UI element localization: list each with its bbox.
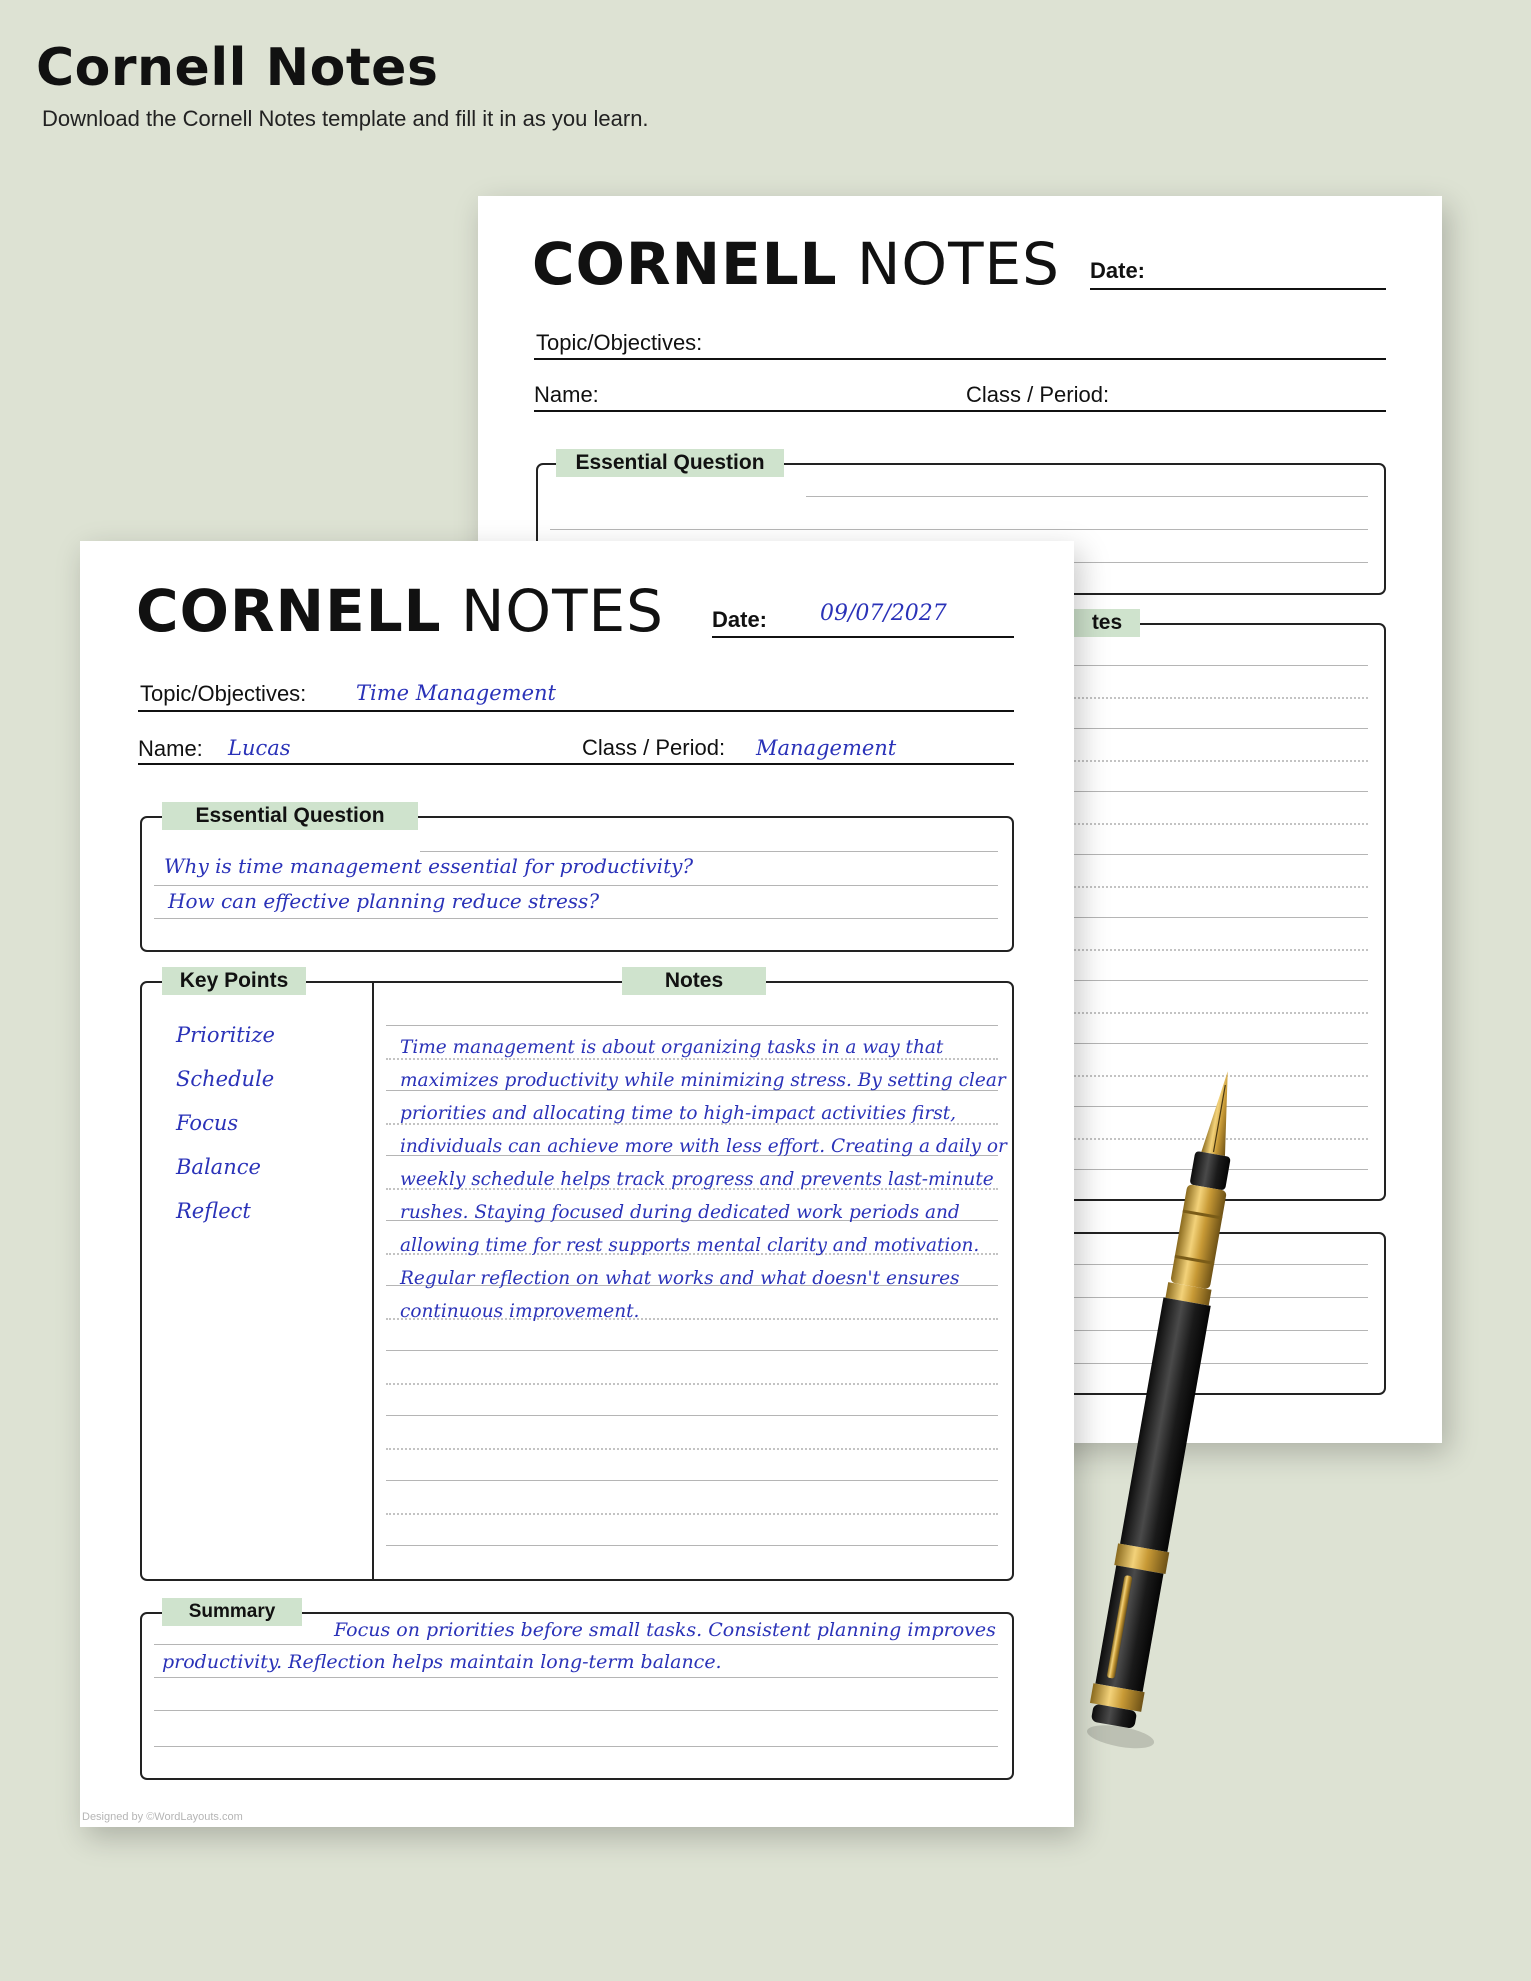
topic-value: Time Management (356, 681, 556, 705)
summary-line-1: Focus on priorities before small tasks. Consistent planning improves (334, 1619, 996, 1641)
ruled-line (386, 1025, 998, 1026)
class-label: Class / Period: (582, 735, 726, 760)
ruled-line (386, 1545, 998, 1546)
summary-line-2: productivity. Reflection helps maintain long-term balance. (162, 1651, 722, 1673)
notes-line: rushes. Staying focused during dedicated work periods and (400, 1202, 960, 1223)
template-name-rule (534, 410, 1386, 412)
filled-sheet-title: CORNELL NOTES (136, 577, 664, 645)
notes-line: continuous improvement. (400, 1301, 640, 1322)
key-point: Balance (176, 1155, 261, 1179)
filled-sheet (80, 541, 1074, 1827)
template-name-label: Name: (534, 382, 599, 407)
summary-line (154, 1710, 998, 1711)
summary-tag: Summary (162, 1598, 302, 1626)
template-eq-line (806, 496, 1368, 497)
summary-line (154, 1644, 998, 1645)
template-date-label: Date: (1090, 258, 1146, 283)
essential-question-box (140, 816, 1014, 952)
name-label: Name: (138, 736, 203, 761)
eq-line (154, 918, 998, 919)
essential-question-tag: Essential Question (162, 802, 418, 830)
notes-line: weekly schedule helps track progress and prevents last-minute (400, 1169, 994, 1190)
template-notes-tag: tes (1074, 609, 1140, 637)
topic-label: Topic/Objectives: (140, 681, 307, 706)
essential-question-1: Why is time management essential for productivity? (164, 854, 694, 878)
notes-line: Time management is about organizing tasks in a way that (400, 1037, 944, 1058)
ruled-line (386, 1513, 998, 1515)
topic-rule (138, 710, 1014, 712)
notes-line: priorities and allocating time to high-impact activities first, (400, 1103, 957, 1124)
name-value: Lucas (228, 736, 291, 760)
page-subtitle: Download the Cornell Notes template and fill it in as you learn. (42, 106, 649, 131)
ruled-line (386, 1448, 998, 1450)
template-topic-label: Topic/Objectives: (536, 330, 703, 355)
eq-line (420, 851, 998, 852)
key-point: Prioritize (176, 1023, 275, 1047)
key-points-divider (372, 981, 374, 1581)
template-date-rule (1090, 288, 1386, 290)
template-essential-question-tag: Essential Question (556, 449, 784, 477)
key-point: Reflect (176, 1199, 251, 1223)
credit-text: Designed by ©WordLayouts.com (82, 1811, 243, 1823)
notes-tag: Notes (622, 967, 766, 995)
date-label: Date: (712, 607, 768, 632)
page-title: Cornell Notes (36, 38, 439, 98)
notes-line: allowing time for rest supports mental clarity and motivation. (400, 1235, 980, 1256)
summary-line (154, 1746, 998, 1747)
summary-line (154, 1677, 998, 1678)
class-value: Management (756, 736, 897, 760)
key-point: Focus (176, 1111, 239, 1135)
name-rule (138, 763, 1014, 765)
date-value: 09/07/2027 (820, 601, 947, 626)
key-point: Schedule (176, 1067, 275, 1091)
ruled-line (386, 1350, 998, 1351)
ruled-line (386, 1415, 998, 1416)
ruled-line (386, 1383, 998, 1385)
notes-line: maximizes productivity while minimizing stress. By setting clear (400, 1070, 1006, 1091)
template-topic-rule (534, 358, 1386, 360)
fountain-pen-image (1108, 1060, 1228, 1760)
notes-line: Regular reflection on what works and what doesn't ensures (400, 1268, 960, 1289)
essential-question-2: How can effective planning reduce stress? (168, 889, 600, 913)
date-rule (712, 636, 1014, 638)
key-points-tag: Key Points (162, 967, 306, 995)
template-sheet-title: CORNELL NOTES (532, 230, 1060, 298)
template-eq-line (550, 529, 1368, 530)
eq-line (154, 885, 998, 886)
notes-line: individuals can achieve more with less effort. Creating a daily or (400, 1136, 1007, 1157)
template-class-label: Class / Period: (966, 382, 1110, 407)
ruled-line (386, 1480, 998, 1481)
